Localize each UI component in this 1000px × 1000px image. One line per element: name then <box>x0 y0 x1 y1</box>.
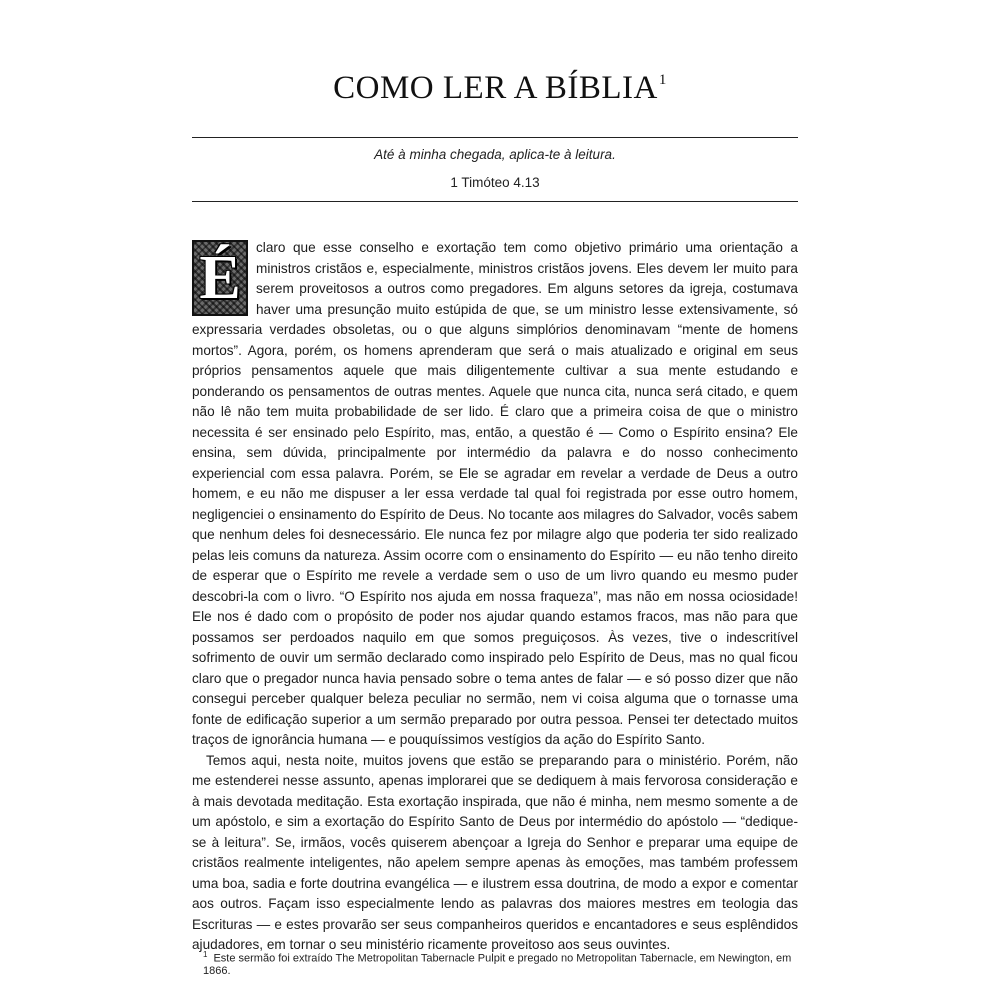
chapter-title <box>0 70 1000 107</box>
epigraph-reference: 1 Timóteo 4.13 <box>450 175 540 190</box>
body-text <box>192 238 798 956</box>
epigraph-top-rule <box>192 137 798 138</box>
footnote-marker: 1 <box>203 950 208 959</box>
epigraph-bottom-rule <box>192 201 798 202</box>
epigraph-text: Até à minha chegada, aplica-te à leitura. <box>374 147 616 162</box>
paragraph-2-text: Temos aqui, nesta noite, muitos jovens que estão se preparando para o ministério. Porém, não me estenderei nesse assunto, apenas implorarei que se dediquem à mais fervorosa consideração e à mais devotada meditação. Esta exortação inspirada, que não é minha, nem mesmo somente a de um apóstolo, e sim a exortação do Espírito Santo de Deus por intermédio do apóstolo — “dedique-se à leitura”. Se, irmãos, vocês quiserem abençoar a Igreja do Senhor e preparar uma equipe de cristãos realmente inteligentes, não apelem sempre apenas às emoções, mas também professem uma boa, sadia e forte doutrina evangélica — e ilustrem essa doutrina, de modo a expor e comentar aos outros. Façam isso especialmente lendo as palavras dos maiores mestres em teologia das Escrituras — e estes provarão ser seus companheiros queridos e encantadores e seus esplêndidos ajudadores, em tornar o seu ministério ricamente proveitoso aos seus ouvintes. <box>192 752 798 952</box>
paragraph <box>192 751 798 956</box>
footnote-text: Este sermão foi extraído The Metropolitan Tabernacle Pulpit e pregado no Metropolitan Tabernacle, em Newington, em 1866. <box>203 952 792 977</box>
paragraph-1-text: claro que esse conselho e exortação tem como objetivo primário uma orientação a ministros cristãos e, especialmente, ministros cristãos jovens. Eles devem ler muito para serem proveitosos a outros como pregadores. Em alguns setores da igreja, costumava haver uma presunção muito estúpida de que, se um ministro lesse extensivamente, só expressaria verdades obsoletas, ou o que alguns simplórios denominavam “mente de homens mortos”. Agora, porém, os homens aprenderam que será o mais atualizado e original em seus próprios pensamentos aquele que mais diligentemente cultivar a sua mente estudando e ponderando os pensamentos de outras mentes. Aquele que nunca cita, nunca será citado, e quem não lê não tem muita probabilidade de ser lido. É claro que a primeira coisa de que o ministro necessita é ser ensinado pelo Espírito, mas, então, a questão é — Como o Espírito ensina? Ele ensina, sem dúvida, principalmente por intermédio da palavra e do nosso conhecimento experiencial com essa palavra. Porém, se Ele se agradar em revelar a verdade de Deus a outro homem, e eu não me dispuser a ler essa verdade tal qual foi registrada por esse outro homem, negligenciei o ensinamento do Espírito de Deus. No tocante aos milagres do Salvador, vocês sabem que nenhum deles foi desnecessário. Ele nunca fez por milagre algo que poderia ter sido realizado pelas leis comuns da natureza. Assim ocorre com o ensinamento do Espírito — eu não tenho direito de esperar que o Espírito me revele a verdade sem o uso de um livro quando eu mesmo puder descobri-la com o livro. “O Espírito nos ajuda em nossa fraqueza”, mas não em nossa ociosidade! Ele nos é dado com o propósito de poder nos ajudar quando estamos fracos, mas não para que possamos ser perdoados naquilo em que somos preguiçosos. Às vezes, tive o indescritível sofrimento de ouvir um sermão declarado como inspirado pelo Espírito de Deus, mas no qual ficou claro que o pregador nunca havia pensado sobre o tema antes de falar — e só posso dizer que não consegui perceber qualquer beleza peculiar no sermão, nem vi coisa alguma que o tornasse uma fonte de edificação superior a um sermão preparado por outra pessoa. Pensei ter detectado muitos traços de ignorância humana — e pouquíssimos vestígios da ação do Espírito Santo. <box>192 240 798 747</box>
chapter-title-text: COMO LER A BÍBLIA <box>333 70 658 106</box>
footnote <box>203 950 803 977</box>
drop-cap-letter: É <box>199 243 241 312</box>
paragraph <box>192 238 798 751</box>
title-footnote-marker: 1 <box>658 72 667 88</box>
ornamental-initial-icon <box>192 240 248 316</box>
